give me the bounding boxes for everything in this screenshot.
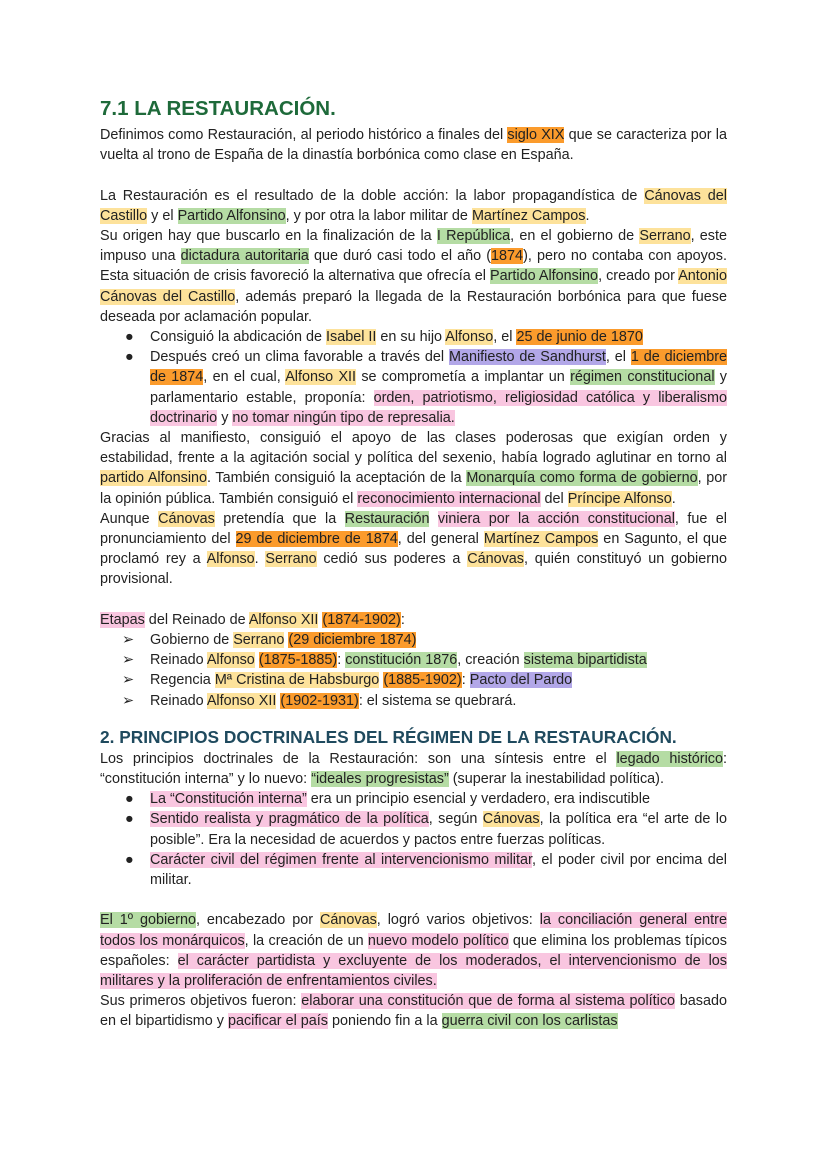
text-run: y — [217, 409, 233, 426]
text-run: poniendo fin a la — [327, 1013, 442, 1030]
text-run: , por la opinión pública. También consiguió el — [100, 470, 727, 507]
bullet-item — [100, 850, 727, 890]
text-run: era un principio esencial y verdadero, era indiscutible — [306, 791, 650, 808]
text-run: : — [337, 652, 346, 669]
text-run: Consiguió la abdicación de — [150, 329, 327, 346]
etapa-text — [150, 652, 647, 668]
text-run — [429, 511, 437, 527]
highlighted-text: Mª Cristina de Habsburgo — [214, 672, 380, 689]
highlighted-text: Martínez Campos — [483, 531, 599, 548]
text-run: Su origen hay que buscarlo en la finalización de la — [100, 228, 437, 244]
text-run: . — [585, 207, 590, 224]
text-run: : “constitución interna” y lo nuevo: — [100, 750, 727, 788]
highlighted-text: (1885-1902) — [383, 672, 462, 689]
sec2-paragraph-2 — [100, 991, 727, 1031]
sec2-intro — [100, 749, 727, 789]
text-run: , quién constituyó un gobierno provisional. — [100, 551, 728, 588]
highlighted-text: Restauración — [344, 510, 430, 527]
bullet-item — [100, 327, 727, 347]
text-run: : el sistema se quebrará. — [358, 692, 517, 709]
sec1-paragraph-3 — [100, 428, 727, 509]
text-run: , logró varios objetivos: — [376, 912, 540, 929]
text-run: . — [671, 490, 676, 507]
highlighted-text: orden, patriotismo, religiosidad católica y liberalismo doctrinario — [150, 389, 727, 426]
highlighted-text: la conciliación general entre todos los monárquicos — [100, 912, 727, 949]
sec2-paragraph-1 — [100, 910, 727, 991]
highlighted-text: Isabel II — [326, 329, 377, 346]
text-run: y el — [147, 207, 178, 224]
highlighted-text: régimen constitucional — [570, 369, 715, 386]
highlighted-text: Cánovas — [158, 510, 215, 527]
text-run: en Sagunto, el que proclamó rey a — [100, 531, 727, 568]
text-run: , la política era “el arte de lo posible”. Era la necesidad de acuerdos y pactos entre fuerzas políticas. — [150, 811, 727, 848]
etapa-text — [150, 672, 572, 688]
highlighted-text: La “Constitución interna” — [150, 791, 307, 808]
sec1-paragraph-1 — [100, 186, 727, 226]
highlighted-text: Serrano — [233, 632, 285, 649]
text-run: , el — [605, 349, 631, 366]
text-run: , este impuso una — [100, 228, 728, 265]
bullet-text — [150, 852, 727, 888]
bullet-icon: ● — [125, 791, 134, 808]
text-run: que duró casi todo el año ( — [308, 248, 492, 265]
sec1-paragraph-4 — [100, 509, 727, 590]
highlighted-text: Cánovas — [482, 811, 540, 828]
arrow-bullet-icon: ➢ — [122, 692, 135, 709]
highlighted-text: 1874 — [491, 248, 524, 265]
highlighted-text: 25 de junio de 1870 — [516, 329, 643, 346]
etapa-item — [100, 670, 727, 690]
bullet-text — [150, 811, 727, 847]
highlighted-text: Alfonso — [206, 551, 255, 568]
etapas-list — [100, 630, 727, 711]
spacer — [100, 711, 727, 726]
highlighted-text: Cánovas — [320, 912, 377, 929]
highlighted-text: el carácter partidista y excluyente de los moderados, el intervencionismo de los militares y la proliferación de enfrentamientos civiles. — [100, 952, 727, 990]
text-run: pretendía que la — [214, 510, 345, 527]
section-2-title: 2. PRINCIPIOS DOCTRINALES DEL RÉGIMEN DE LA RESTAURACIÓN. — [100, 726, 677, 747]
bullet-item — [100, 347, 727, 428]
highlighted-text: sistema bipartidista — [523, 652, 647, 669]
highlighted-text: I República — [436, 228, 511, 244]
highlighted-text: (1874-1902) — [322, 611, 401, 628]
highlighted-text: reconocimiento internacional — [357, 490, 541, 507]
highlighted-text: Partido Alfonsino — [490, 268, 599, 285]
text-run: y parlamentario estable, proponía: — [150, 369, 727, 406]
highlighted-text: Etapas — [100, 611, 145, 628]
highlighted-text: Martínez Campos — [471, 207, 586, 224]
etapas-intro — [100, 610, 727, 630]
etapa-item — [100, 650, 727, 670]
highlighted-text: no tomar ningún tipo de represalia. — [232, 409, 455, 426]
highlighted-text: dictadura autoritaria — [180, 248, 309, 265]
bullet-icon: ● — [125, 811, 134, 828]
highlighted-text: Príncipe Alfonso — [567, 490, 672, 507]
arrow-bullet-icon: ➢ — [122, 672, 135, 689]
spacer — [100, 590, 727, 610]
highlighted-text: Monarquía como forma de gobierno — [466, 470, 698, 487]
bullet-item — [100, 809, 727, 849]
highlighted-text: guerra civil con los carlistas — [441, 1013, 618, 1030]
text-run: . — [254, 551, 266, 568]
text-run: del Reinado de — [144, 611, 249, 628]
text-run: Gracias al manifiesto, consiguió el apoyo de las clases poderosas que exigían orden y estabilidad, frente a la agitación social y política del sexenio, había logrado aglutinar en torno al — [100, 430, 727, 467]
etapa-item — [100, 630, 727, 650]
text-run: que se caracteriza por la vuelta al trono de España de la dinastía borbónica como clase en España. — [100, 127, 727, 164]
text-run: ), pero no contaba con apoyos. Esta situación de crisis favoreció la alternativa que ofrecía el — [100, 248, 727, 285]
highlighted-text: legado histórico — [616, 750, 723, 767]
bullet-icon: ● — [125, 329, 134, 346]
highlighted-text: nuevo modelo político — [367, 932, 509, 949]
text-run: Los principios doctrinales de la Restauración: son una síntesis entre el — [100, 750, 617, 767]
document-page — [100, 96, 727, 1032]
highlighted-text: Partido Alfonsino — [177, 207, 286, 224]
text-run: cedió sus poderes a — [316, 551, 468, 568]
text-run: Gobierno de — [150, 632, 234, 649]
highlighted-text: Sentido realista y pragmático de la política — [150, 811, 429, 828]
highlighted-text: viniera por la acción constitucional — [437, 510, 675, 527]
highlighted-text: Manifiesto de Sandhurst — [448, 349, 606, 366]
sec1-intro — [100, 125, 727, 165]
text-run: : — [400, 611, 405, 628]
highlighted-text: (29 diciembre 1874) — [288, 632, 417, 649]
highlighted-text: 1 de diciembre de 1874 — [150, 349, 727, 386]
text-run: , el — [493, 329, 517, 346]
highlighted-text: Antonio Cánovas del Castillo — [100, 268, 728, 305]
text-run: : — [461, 672, 470, 689]
highlighted-text: Alfonso — [206, 652, 255, 669]
highlighted-text: Alfonso — [445, 329, 494, 346]
highlighted-text: Cánovas — [467, 551, 524, 568]
text-run: , creado por — [598, 268, 679, 285]
text-run: Reinado — [150, 692, 207, 709]
arrow-bullet-icon: ➢ — [122, 652, 135, 669]
sec1-paragraph-2 — [100, 226, 727, 327]
text-run: , encabezado por — [195, 912, 320, 929]
text-run: Reinado — [150, 652, 207, 669]
text-run: , la creación de un — [244, 932, 368, 949]
highlighted-text: elaborar una constitución que de forma al sistema político — [301, 993, 676, 1010]
text-run: , fue el pronunciamiento del — [100, 510, 727, 548]
text-run: , del general — [397, 531, 484, 548]
highlighted-text: Pacto del Pardo — [469, 672, 573, 689]
text-run: del — [540, 490, 568, 507]
text-run: basado en el bipartidismo y — [100, 993, 727, 1030]
highlighted-text: “ideales progresistas” — [311, 771, 449, 788]
text-run: Aunque — [100, 510, 159, 527]
section-1-title: 7.1 LA RESTAURACIÓN. — [100, 97, 336, 120]
highlighted-text: 29 de diciembre de 1874 — [235, 531, 398, 548]
text-run: se comprometía a implantar un — [356, 369, 571, 386]
sec2-bullet-list — [100, 789, 727, 890]
text-run: Después creó un clima favorable a través del — [150, 349, 449, 366]
bullet-text — [150, 349, 727, 426]
highlighted-text: Alfonso XII — [285, 369, 357, 386]
text-run: , según — [428, 811, 483, 828]
text-run: , en el gobierno de — [510, 228, 640, 244]
highlighted-text: El 1º gobierno — [100, 912, 196, 929]
text-run: Definimos como Restauración, al periodo histórico a finales del — [100, 127, 508, 143]
text-run: Sus primeros objetivos fueron: — [100, 993, 302, 1010]
bullet-icon: ● — [125, 349, 134, 366]
text-run: . También consiguió la aceptación de la — [207, 470, 467, 487]
highlighted-text: constitución 1876 — [345, 652, 458, 669]
text-run: (superar la inestabilidad política). — [448, 771, 664, 788]
highlighted-text: siglo XIX — [507, 127, 565, 143]
highlighted-text: Alfonso XII — [206, 692, 277, 709]
highlighted-text: Serrano — [265, 551, 317, 568]
spacer — [100, 890, 727, 910]
text-run: , el poder civil por encima del militar. — [150, 851, 727, 889]
highlighted-text: (1875-1885) — [258, 652, 338, 669]
bullet-text — [150, 791, 650, 807]
text-run: que elimina los problemas típicos españoles: — [100, 932, 727, 969]
text-run: , además preparó la llegada de la Restauración borbónica para que fuese deseada por aclamación popular. — [100, 288, 727, 325]
highlighted-text: (1902-1931) — [280, 692, 359, 709]
text-run: , en el cual, — [203, 369, 286, 386]
highlighted-text: Alfonso XII — [248, 611, 319, 628]
arrow-bullet-icon: ➢ — [122, 632, 135, 649]
etapa-text — [150, 632, 416, 648]
highlighted-text: Serrano — [639, 228, 691, 244]
sec1-bullet-list — [100, 327, 727, 428]
etapa-item — [100, 691, 727, 711]
bullet-text — [150, 329, 643, 345]
text-run: , y por otra la labor militar de — [285, 207, 472, 224]
text-run: Regencia — [150, 672, 215, 689]
text-run: en su hijo — [376, 329, 446, 346]
spacer — [100, 165, 727, 185]
text-run: , creación — [457, 652, 524, 669]
etapa-text — [150, 693, 516, 709]
highlighted-text: partido Alfonsino — [100, 470, 208, 487]
bullet-item — [100, 789, 727, 809]
text-run: La Restauración es el resultado de la doble acción: la labor propagandística de — [100, 187, 645, 204]
highlighted-text: Carácter civil del régimen frente al intervencionismo militar — [150, 851, 532, 868]
highlighted-text: Cánovas del Castillo — [100, 187, 727, 224]
bullet-icon: ● — [125, 851, 134, 868]
highlighted-text: pacificar el país — [227, 1013, 328, 1030]
